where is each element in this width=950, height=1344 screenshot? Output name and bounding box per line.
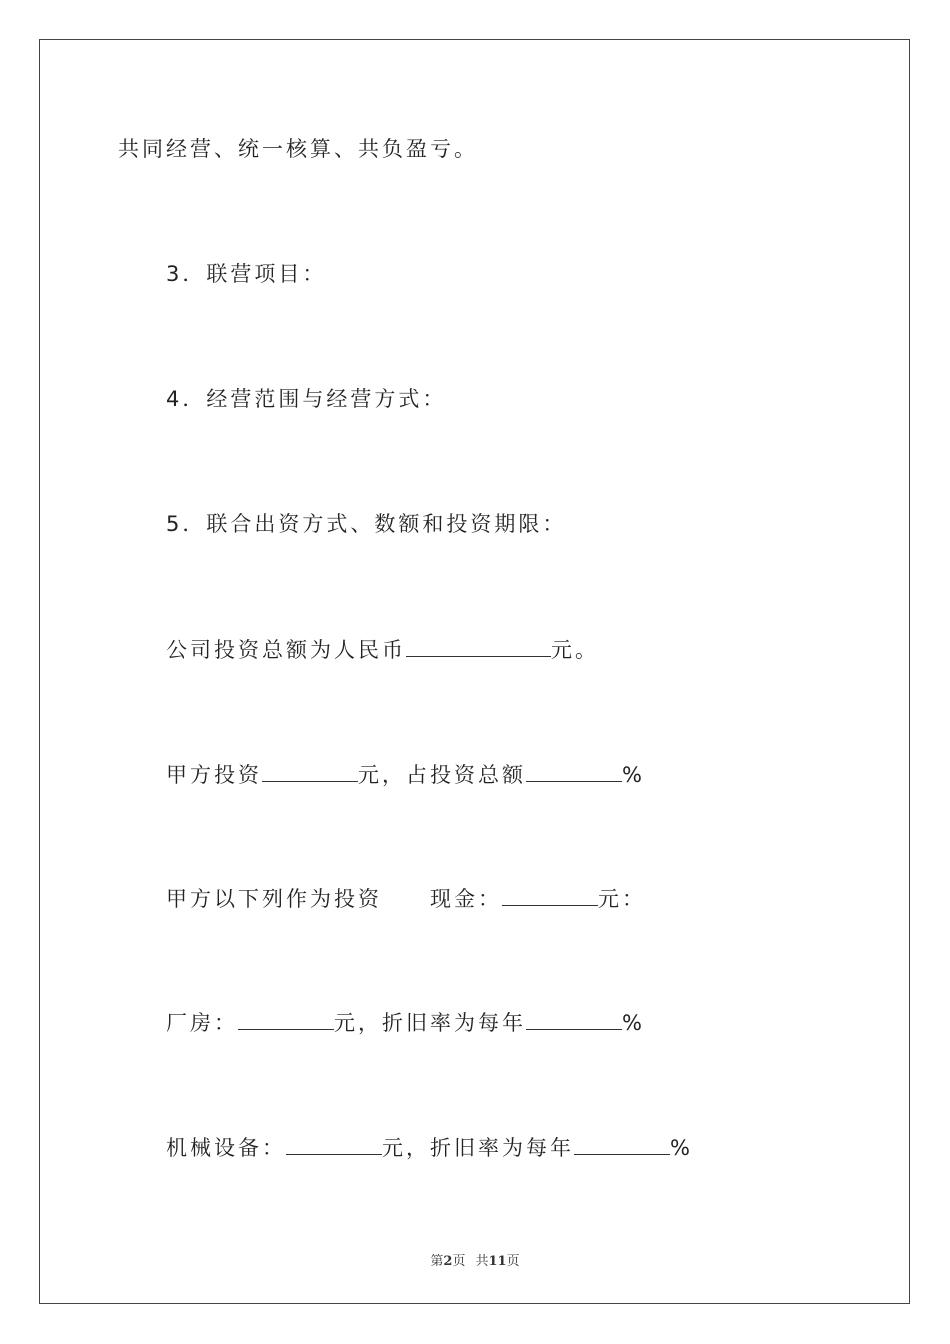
fill-blank-machinery-rate[interactable] [574,1136,670,1155]
fill-blank-machinery-amount[interactable] [286,1136,382,1155]
fill-blank-total-amount[interactable] [406,638,551,657]
line-text: 4．经营范围与经营方式： [166,387,447,411]
footer-page-number: 2 [443,1254,453,1269]
line-text: % [670,1136,693,1160]
line-text: 公司投资总额为人民币 [166,638,406,662]
footer-page-prefix: 第 [430,1254,444,1269]
text-line-machinery [166,1136,693,1159]
line-text: 3．联营项目： [166,262,327,286]
fill-blank-cash-amount[interactable] [502,887,598,906]
footer-total-pages: 11 [488,1254,507,1269]
line-text: 元。 [551,638,599,662]
line-text: % [622,763,645,787]
line-text: 5．联合出资方式、数额和投资期限： [166,512,567,536]
line-text: 厂房： [166,1011,238,1035]
line-text: 现金： [430,887,502,911]
line-text: 元： [598,887,646,911]
line-text: 元，占投资总额 [358,763,526,787]
text-line-1 [118,139,478,160]
fill-blank-factory-rate[interactable] [526,1011,622,1030]
text-line-party-a-investment [166,763,645,786]
text-line-total-investment [166,638,599,661]
text-line-investment-form [166,887,646,910]
line-text: 甲方投资 [166,763,262,787]
footer-total-suffix: 页 [506,1254,520,1269]
fill-blank-party-a-amount[interactable] [262,763,358,782]
line-text: 共同经营、统一核算、共负盈亏。 [118,137,478,161]
fill-blank-factory-amount[interactable] [238,1011,334,1030]
line-text: 元，折旧率为每年 [334,1011,526,1035]
footer-page-suffix: 页 [452,1254,466,1269]
line-text: % [622,1011,645,1035]
line-text: 甲方以下列作为投资 [166,887,382,911]
text-line-item-4 [166,389,446,410]
line-text: 元，折旧率为每年 [382,1136,574,1160]
page-border [39,39,910,1304]
text-line-factory [166,1011,645,1034]
footer-total-prefix: 共 [475,1254,489,1269]
fill-blank-party-a-percent[interactable] [526,763,622,782]
page-footer [0,1250,950,1269]
line-text: 机械设备： [166,1136,286,1160]
text-line-item-3 [166,264,326,285]
text-line-item-5 [166,514,566,535]
